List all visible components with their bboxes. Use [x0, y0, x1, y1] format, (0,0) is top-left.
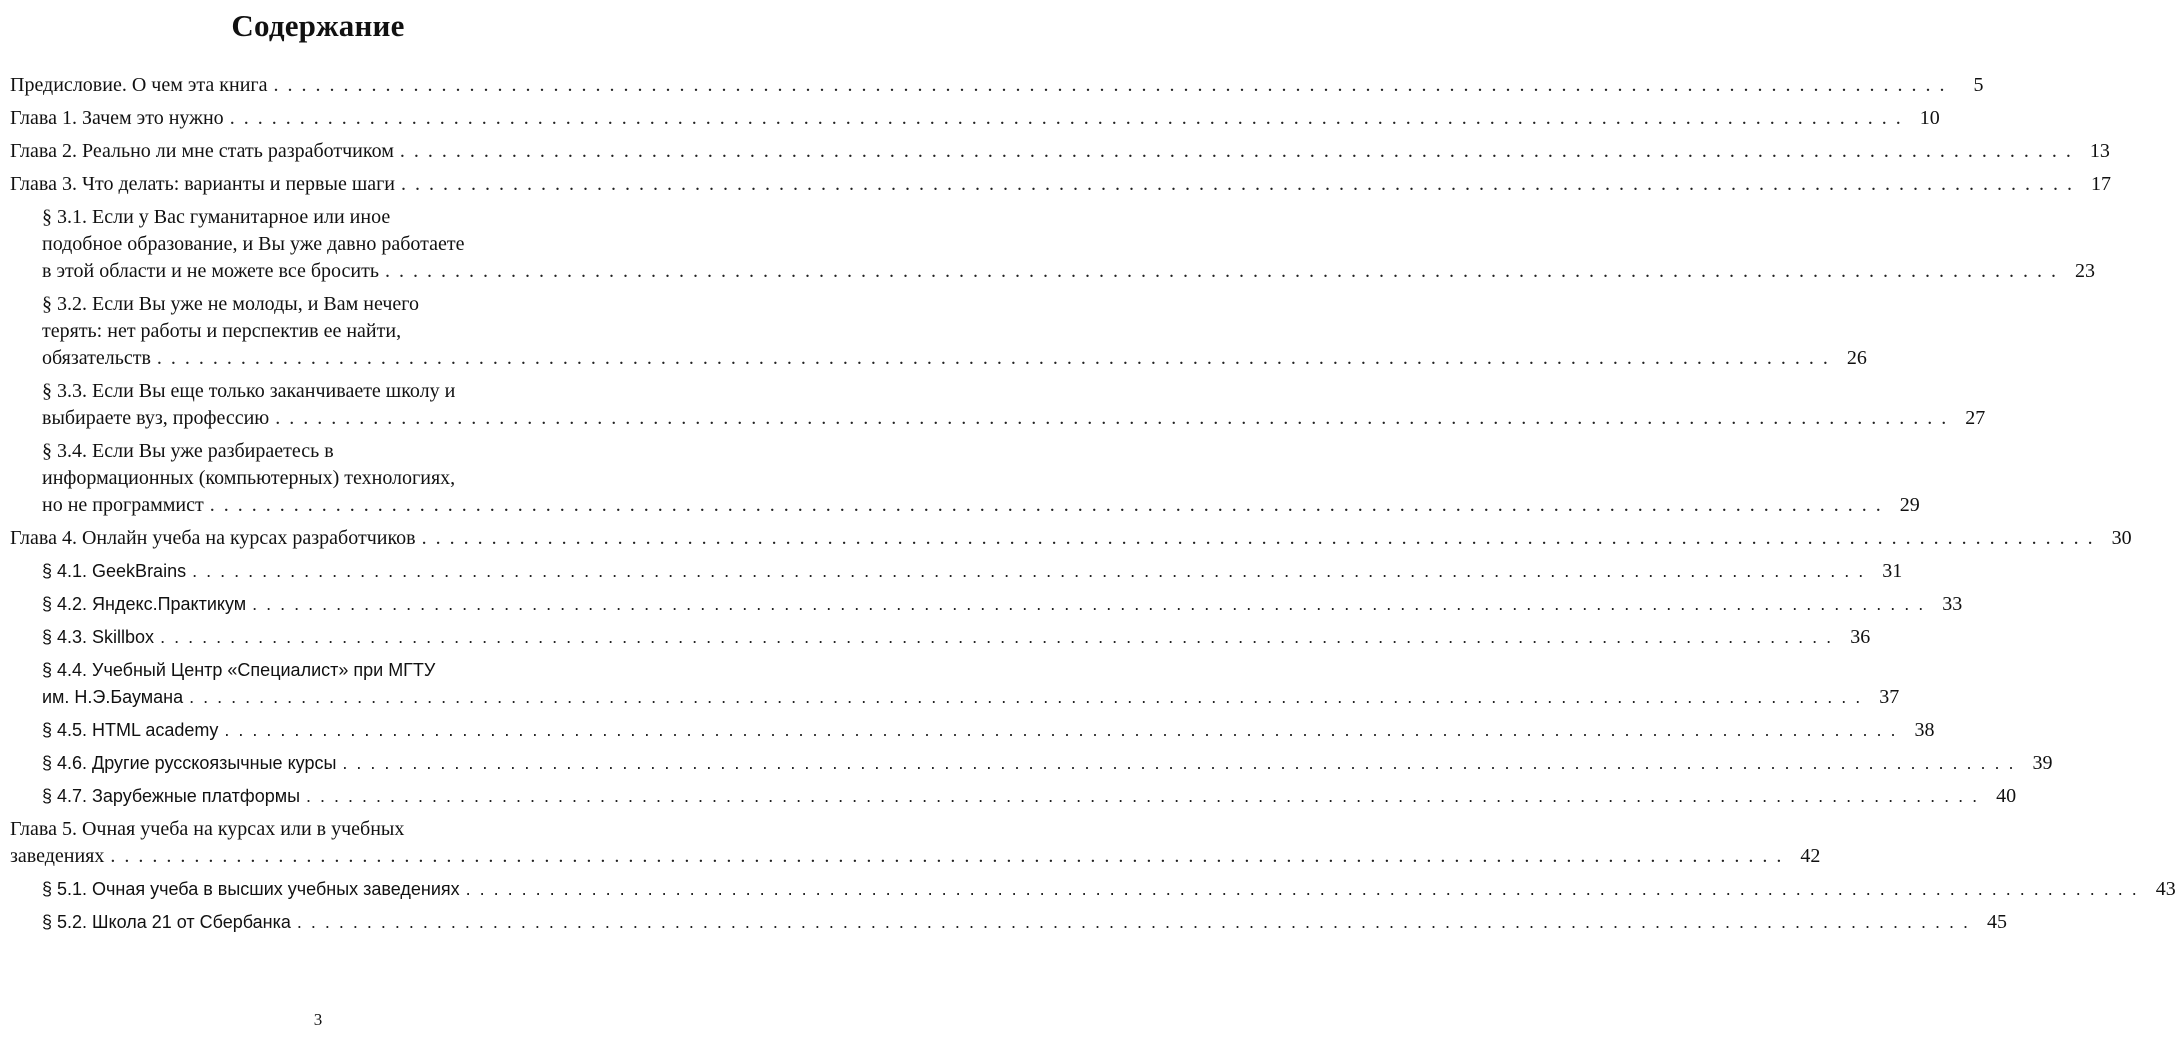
dot-leader: ........................................................................................................................ [189, 687, 1870, 707]
toc-entry-page-number: 26 [1846, 347, 1867, 369]
dot-leader: ........................................................................................................................ [273, 74, 1954, 96]
toc-entry-page-number: 36 [1850, 626, 1871, 648]
toc-entry-text-line: § 3.4. Если Вы уже разбираетесь в [42, 440, 334, 462]
toc-entry-page-number: 10 [1919, 107, 1940, 129]
toc-entry-page-number: 23 [2075, 260, 2095, 282]
toc-section-entry[interactable] [10, 558, 1903, 585]
dot-leader: ........................................................................................................................ [399, 140, 2080, 162]
page-number: 3 [313, 1010, 323, 1029]
toc-entry-title: Глава 2. Реально ли мне стать разработчиком [10, 140, 394, 162]
dot-leader: ........................................................................................................................ [275, 407, 1956, 429]
dot-leader: ........................................................................................................................ [401, 173, 2081, 195]
toc-entry-last-line [42, 258, 2095, 285]
toc-entry-page-number: 13 [2089, 140, 2110, 162]
toc-entry-title: заведениях [10, 845, 105, 867]
dot-leader: ........................................................................................................................ [385, 260, 2065, 282]
toc-entry-title: § 5.2. Школа 21 от Сбербанка [42, 912, 291, 932]
dot-leader: ........................................................................................................................ [229, 107, 1910, 129]
toc-section-entry[interactable] [10, 624, 1871, 651]
toc-entry-last-line [42, 492, 1920, 519]
toc-entry-page-number: 33 [1942, 593, 1963, 615]
toc-entry-last-line [42, 558, 1903, 585]
toc-entry-page-number: 39 [2032, 752, 2053, 774]
toc-chapter-entry[interactable] [10, 816, 1821, 870]
toc-entry-title: в этой области и не можете все бросить [42, 260, 379, 282]
toc-entry-title: обязательств [42, 347, 151, 369]
toc-entry-text-line: § 3.1. Если у Вас гуманитарное или иное [42, 206, 391, 228]
toc-entry-last-line [42, 876, 2176, 903]
toc-entry-page-number: 45 [1987, 911, 2008, 933]
dot-leader: ........................................................................................................................ [224, 720, 1905, 740]
toc-chapter-entry[interactable] [10, 138, 2110, 165]
toc-entry-text-line: терять: нет работы и перспектив ее найти, [42, 320, 402, 342]
toc-entry-page-number: 30 [2111, 527, 2132, 549]
page-title: Содержание [231, 8, 405, 43]
table-of-contents [10, 72, 2176, 942]
toc-entry-title: § 4.7. Зарубежные платформы [42, 786, 301, 806]
toc-entry-title: Глава 4. Онлайн учеба на курсах разработчиков [10, 527, 416, 549]
toc-entry-last-line [10, 171, 2111, 198]
toc-entry-last-line [42, 750, 2053, 777]
toc-entry-title: § 4.6. Другие русскоязычные курсы [42, 753, 337, 773]
toc-entry-title: но не программист [42, 494, 204, 516]
toc-section-entry[interactable] [10, 717, 1935, 744]
toc-section-entry[interactable] [10, 657, 1900, 711]
toc-section-entry[interactable] [10, 591, 1963, 618]
toc-entry-last-line [42, 624, 1871, 651]
toc-entry-title: выбираете вуз, профессию [42, 407, 270, 429]
toc-section-entry[interactable] [10, 378, 1986, 432]
toc-entry-title: Глава 3. Что делать: варианты и первые шаги [10, 173, 395, 195]
toc-entry-last-line [42, 684, 1900, 711]
toc-entry-title: Предисловие. О чем эта книга [10, 74, 268, 96]
toc-section-entry[interactable] [10, 204, 2095, 285]
toc-entry-page-number: 27 [1965, 407, 1986, 429]
toc-entry-last-line [42, 909, 2008, 936]
toc-entry-last-line [42, 405, 1986, 432]
dot-leader: ........................................................................................................................ [160, 627, 1841, 647]
toc-entry-text-line: § 4.4. Учебный Центр «Специалист» при МГТУ [42, 660, 436, 680]
dot-leader: ........................................................................................................................ [465, 879, 2146, 899]
toc-chapter-entry[interactable] [10, 171, 2111, 198]
toc-entry-title: § 4.3. Skillbox [42, 627, 155, 647]
toc-entry-text-line: подобное образование, и Вы уже давно работаете [42, 233, 465, 255]
toc-entry-title: Глава 1. Зачем это нужно [10, 107, 224, 129]
toc-section-entry[interactable] [10, 438, 1920, 519]
dot-leader: ........................................................................................................................ [296, 912, 1978, 932]
toc-entry-page-number: 40 [1996, 785, 2017, 807]
toc-entry-page-number: 17 [2091, 173, 2111, 195]
toc-chapter-entry[interactable] [10, 72, 1984, 99]
toc-chapter-entry[interactable] [10, 105, 1940, 132]
dot-leader: ........................................................................................................................ [342, 753, 2023, 773]
toc-entry-title: § 4.2. Яндекс.Практикум [42, 594, 247, 614]
toc-entry-last-line [10, 105, 1940, 132]
toc-entry-title: § 4.5. HTML academy [42, 720, 219, 740]
dot-leader: ........................................................................................................................ [306, 786, 1987, 806]
toc-entry-last-line [42, 717, 1935, 744]
toc-entry-text-line: § 3.2. Если Вы уже не молоды, и Вам нечего [42, 293, 420, 315]
dot-leader: ........................................................................................................................ [421, 527, 2102, 549]
toc-entry-title: § 4.1. GeekBrains [42, 561, 187, 581]
dot-leader: ........................................................................................................................ [209, 494, 1890, 516]
toc-entry-page-number: 43 [2155, 878, 2176, 900]
toc-chapter-entry[interactable] [10, 525, 2132, 552]
toc-entry-last-line [42, 345, 1867, 372]
toc-entry-last-line [42, 591, 1963, 618]
toc-section-entry[interactable] [10, 291, 1867, 372]
toc-entry-page-number: 5 [1973, 74, 1984, 96]
toc-entry-page-number: 38 [1914, 719, 1935, 741]
toc-entry-page-number: 37 [1879, 686, 1900, 708]
toc-entry-text-line: § 3.3. Если Вы еще только заканчиваете школу и [42, 380, 456, 402]
dot-leader: ........................................................................................................................ [252, 594, 1933, 614]
toc-section-entry[interactable] [10, 750, 2053, 777]
toc-entry-last-line [10, 525, 2132, 552]
toc-entry-page-number: 42 [1800, 845, 1821, 867]
toc-entry-last-line [42, 783, 2017, 810]
toc-entry-last-line [10, 843, 1821, 870]
dot-leader: ........................................................................................................................ [110, 845, 1791, 867]
toc-entry-last-line [10, 138, 2110, 165]
toc-entry-page-number: 31 [1882, 560, 1903, 582]
toc-entry-page-number: 29 [1899, 494, 1920, 516]
toc-section-entry[interactable] [10, 876, 2176, 903]
toc-entry-title: им. Н.Э.Баумана [42, 687, 184, 707]
toc-section-entry[interactable] [10, 909, 2008, 936]
toc-entry-text-line: информационных (компьютерных) технологиях, [42, 467, 456, 489]
toc-entry-last-line [10, 72, 1984, 99]
dot-leader: ........................................................................................................................ [156, 347, 1837, 369]
toc-entry-title: § 5.1. Очная учеба в высших учебных заведениях [42, 879, 460, 899]
dot-leader: ........................................................................................................................ [192, 561, 1873, 581]
toc-entry-text-line: Глава 5. Очная учеба на курсах или в учебных [10, 818, 405, 840]
toc-section-entry[interactable] [10, 783, 2017, 810]
